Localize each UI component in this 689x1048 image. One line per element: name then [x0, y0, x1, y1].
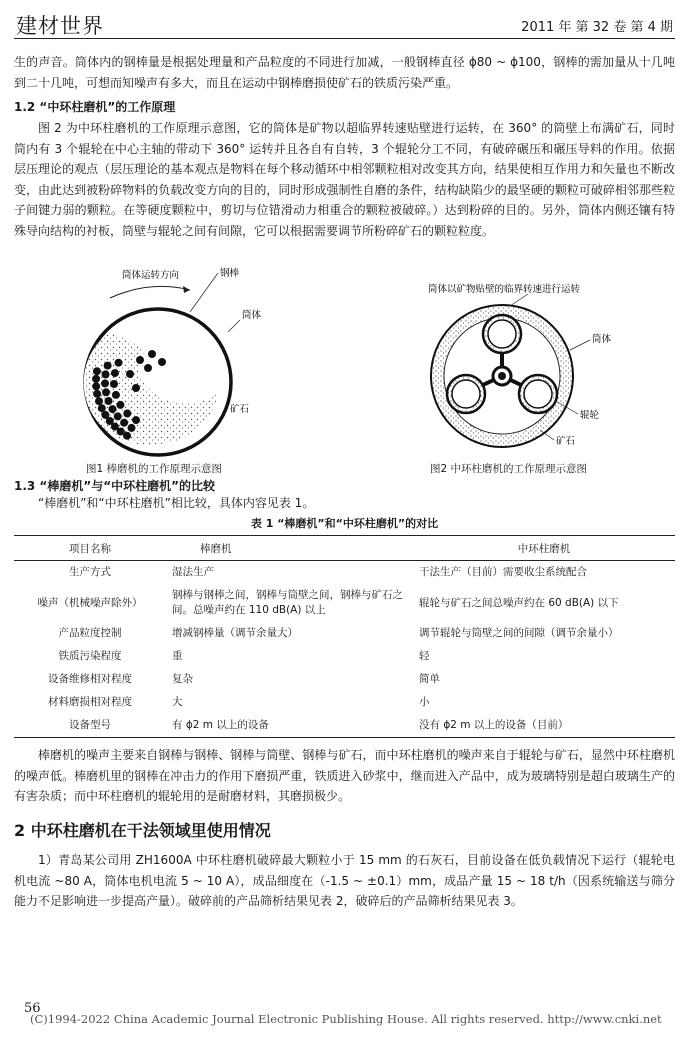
cell-item: 产品粒度控制: [58, 627, 122, 639]
label-ore: 矿石: [230, 404, 250, 415]
cell-ring-mill: 辊轮与矿石之间总噪声约在 60 dB(A) 以下: [419, 596, 619, 609]
steel-rod: [126, 370, 134, 378]
steel-rod: [123, 410, 131, 418]
comparison-table: [14, 535, 675, 738]
paragraph-working-principle: 图 2 为中环柱磨机的工作原理示意图，它的筒体是矿物以超临界转速贴壁进行运转，在 360° 的筒壁上布满矿石，同时筒内有 3 个辊轮在中心主轴的带动下 360° 运转并且各自有自转，3 个辊轮分工不同，有破碎碾压和碾压导料的作用。依据层压理论的观点（层压理论的基本观点是物料在每个移动循环中相邻颗粒相对改变其方向，结果使相互作用力和矢量也不断改变，由此达到被粉碎物料的负载改变方向的目的，同时形成强制性自磨的条件，结构缺陷少的最坚硬的颗粒可破碎相邻那些粒子间键力弱的颗粒。在等硬度颗粒中，剪切与位错滑动力相重合的颗粒被破碎。）达到粉碎的目的。另外，筒体内侧还镶有特殊导向结构的衬板，筒壁与辊轮之间有间隙，它可以根据需要调节所粉碎矿石的颗粒粒度。: [14, 121, 675, 238]
steel-rod: [110, 380, 118, 388]
cell-ring-mill: 简单: [419, 673, 440, 685]
cell-rod-mill: 有 ϕ2 m 以上的设备: [172, 719, 269, 731]
steel-rod: [102, 388, 110, 396]
steel-rod: [132, 384, 140, 392]
label-ore-2: 矿石: [556, 436, 576, 447]
rotation-arrowhead-icon: [183, 286, 190, 293]
steel-rod: [112, 391, 120, 399]
journal-title: 建材世界: [16, 14, 104, 38]
cell-rod-mill: 钢棒与钢棒之间，钢棒与筒壁之间，钢棒与矿石之间。总噪声约在 110 dB(A) 以上: [172, 589, 403, 616]
running-header: [14, 8, 675, 39]
steel-rod: [144, 364, 152, 372]
copyright-notice: (C)1994-2022 China Academic Journal Electronic Publishing House. All rights reserved. http://www.cnki.net: [30, 1012, 662, 1026]
table-row: [14, 622, 675, 645]
steel-rod: [148, 350, 156, 358]
steel-rod: [111, 369, 119, 377]
steel-rod: [101, 379, 109, 387]
table-row: [14, 561, 675, 585]
roller-left: [447, 375, 485, 413]
cell-rod-mill: 复杂: [172, 673, 193, 685]
roller-top: [483, 315, 521, 353]
table1-caption: 表 1 “棒磨机”和“中环柱磨机”的对比: [250, 517, 439, 530]
steel-rod: [116, 401, 124, 409]
table-row: [14, 714, 675, 738]
figure2-caption: 图2 中环柱磨机的工作原理示意图: [430, 463, 588, 475]
paragraph-rod-noise: 生的声音。筒体内的钢棒量是根据处理量和产品粒度的不同进行加减，一般钢棒直径 ϕ80 ~ ϕ100，钢棒的需加量从十几吨到二十几吨，可想而知噪声有多大，而且在运动中钢棒磨损使矿石的铁质污染严重。: [14, 55, 675, 90]
figure-ring-roller-mill: [400, 280, 660, 458]
heading-2: 2 中环柱磨机在干法领域里使用情况: [14, 821, 271, 840]
cell-ring-mill: 调节辊轮与筒壁之间的间隙（调节余量小）: [419, 627, 619, 639]
steel-rod: [120, 419, 128, 427]
label-critical-speed: 筒体以矿物贴壁的临界转速进行运转: [428, 284, 581, 295]
steel-rod: [132, 416, 140, 424]
steel-rod: [109, 405, 117, 413]
cell-item: 设备型号: [69, 719, 111, 731]
cell-rod-mill: 增减钢棒量（调节余量大）: [172, 627, 298, 639]
label-shell: 筒体: [242, 310, 262, 321]
steel-rod: [115, 359, 123, 367]
steel-rod: [114, 412, 122, 420]
steel-rod: [136, 356, 144, 364]
rotation-arrow: [110, 286, 190, 298]
steel-rod: [93, 390, 101, 398]
cell-item: 铁质污染程度: [58, 650, 122, 662]
steel-rod: [93, 367, 101, 375]
header-rod-mill: 棒磨机: [166, 536, 413, 561]
page-number: 56: [24, 1001, 41, 1016]
cell-ring-mill: 小: [419, 696, 430, 708]
figure1-caption: 图1 棒磨机的工作原理示意图: [86, 463, 223, 475]
cell-ring-mill: 轻: [419, 650, 430, 662]
table-row: [14, 668, 675, 691]
steel-rod: [104, 362, 112, 370]
cell-ring-mill: 没有 ϕ2 m 以上的设备（目前）: [419, 719, 569, 731]
cell-ring-mill: 干法生产（目前）需要收尘系统配合: [419, 566, 587, 578]
steel-rod: [105, 397, 113, 405]
label-roller: 辊轮: [580, 410, 600, 421]
cell-rod-mill: 大: [172, 696, 183, 708]
cell-item: 生产方式: [69, 566, 111, 578]
figure-rod-mill: [70, 262, 300, 462]
header-item: 项目名称: [14, 536, 166, 561]
table-row: [14, 584, 675, 622]
steel-rod: [92, 375, 100, 383]
issue-info: 2011 年 第 32 卷 第 4 期: [521, 20, 673, 35]
table-row: [14, 645, 675, 668]
cell-item: 材料磨损相对程度: [48, 696, 132, 708]
header-ring-mill: 中环柱磨机: [413, 536, 675, 561]
steel-rod: [95, 397, 103, 405]
cell-rod-mill: 湿法生产: [172, 566, 214, 578]
heading-1-2: 1.2 “中环柱磨机”的工作原理: [14, 100, 176, 114]
label-rotation-direction: 筒体运转方向: [122, 270, 180, 281]
paragraph-noise-comparison: 棒磨机的噪声主要来自钢棒与钢棒、钢棒与筒壁、钢棒与矿石，而中环柱磨机的噪声来自于辊轮与矿石，显然中环柱磨机的噪声低。棒磨机里的钢棒在冲击力的作用下磨损严重，铁质进入砂浆中，继而进入产品中，成为玻璃特别是超白玻璃生产的有害杂质；而中环柱磨机的辊轮用的是耐磨材料，其磨损极少。: [14, 748, 675, 803]
cell-rod-mill: 重: [172, 650, 183, 662]
table-row: [14, 691, 675, 714]
heading-1-3: 1.3 “棒磨机”与“中环柱磨机”的比较: [14, 479, 215, 493]
label-rod: 钢棒: [220, 268, 240, 279]
paragraph-compare-intro: “棒磨机”和“中环柱磨机”相比较，具体内容见表 1。: [38, 496, 315, 510]
table-header-row: [14, 536, 675, 561]
cell-item: 设备维修相对程度: [48, 673, 132, 685]
roller-right: [519, 375, 557, 413]
steel-rod: [128, 424, 136, 432]
steel-rod: [158, 358, 166, 366]
steel-rod: [123, 432, 131, 440]
steel-rod: [92, 382, 100, 390]
paragraph-qingdao-case: 1）青岛某公司用 ZH1600A 中环柱磨机破碎最大颗粒小于 15 mm 的石灰石，目前设备在低负载情况下运行（辊轮电机电流 ~80 A，筒体电机电流 5 ~ 10 A），成品细度在（-1.5 ~ ±0.1）mm，成品产量 15 ~ 18 t/h（因系统输送与筛分能力不足影响进一步提高产量）。破碎前的产品筛析结果见表 2，破碎后的产品筛析结果见表 3。: [14, 853, 675, 908]
label-shell-2: 筒体: [592, 334, 612, 345]
cell-item: 噪声（机械噪声除外）: [37, 596, 143, 609]
steel-rod: [102, 370, 110, 378]
